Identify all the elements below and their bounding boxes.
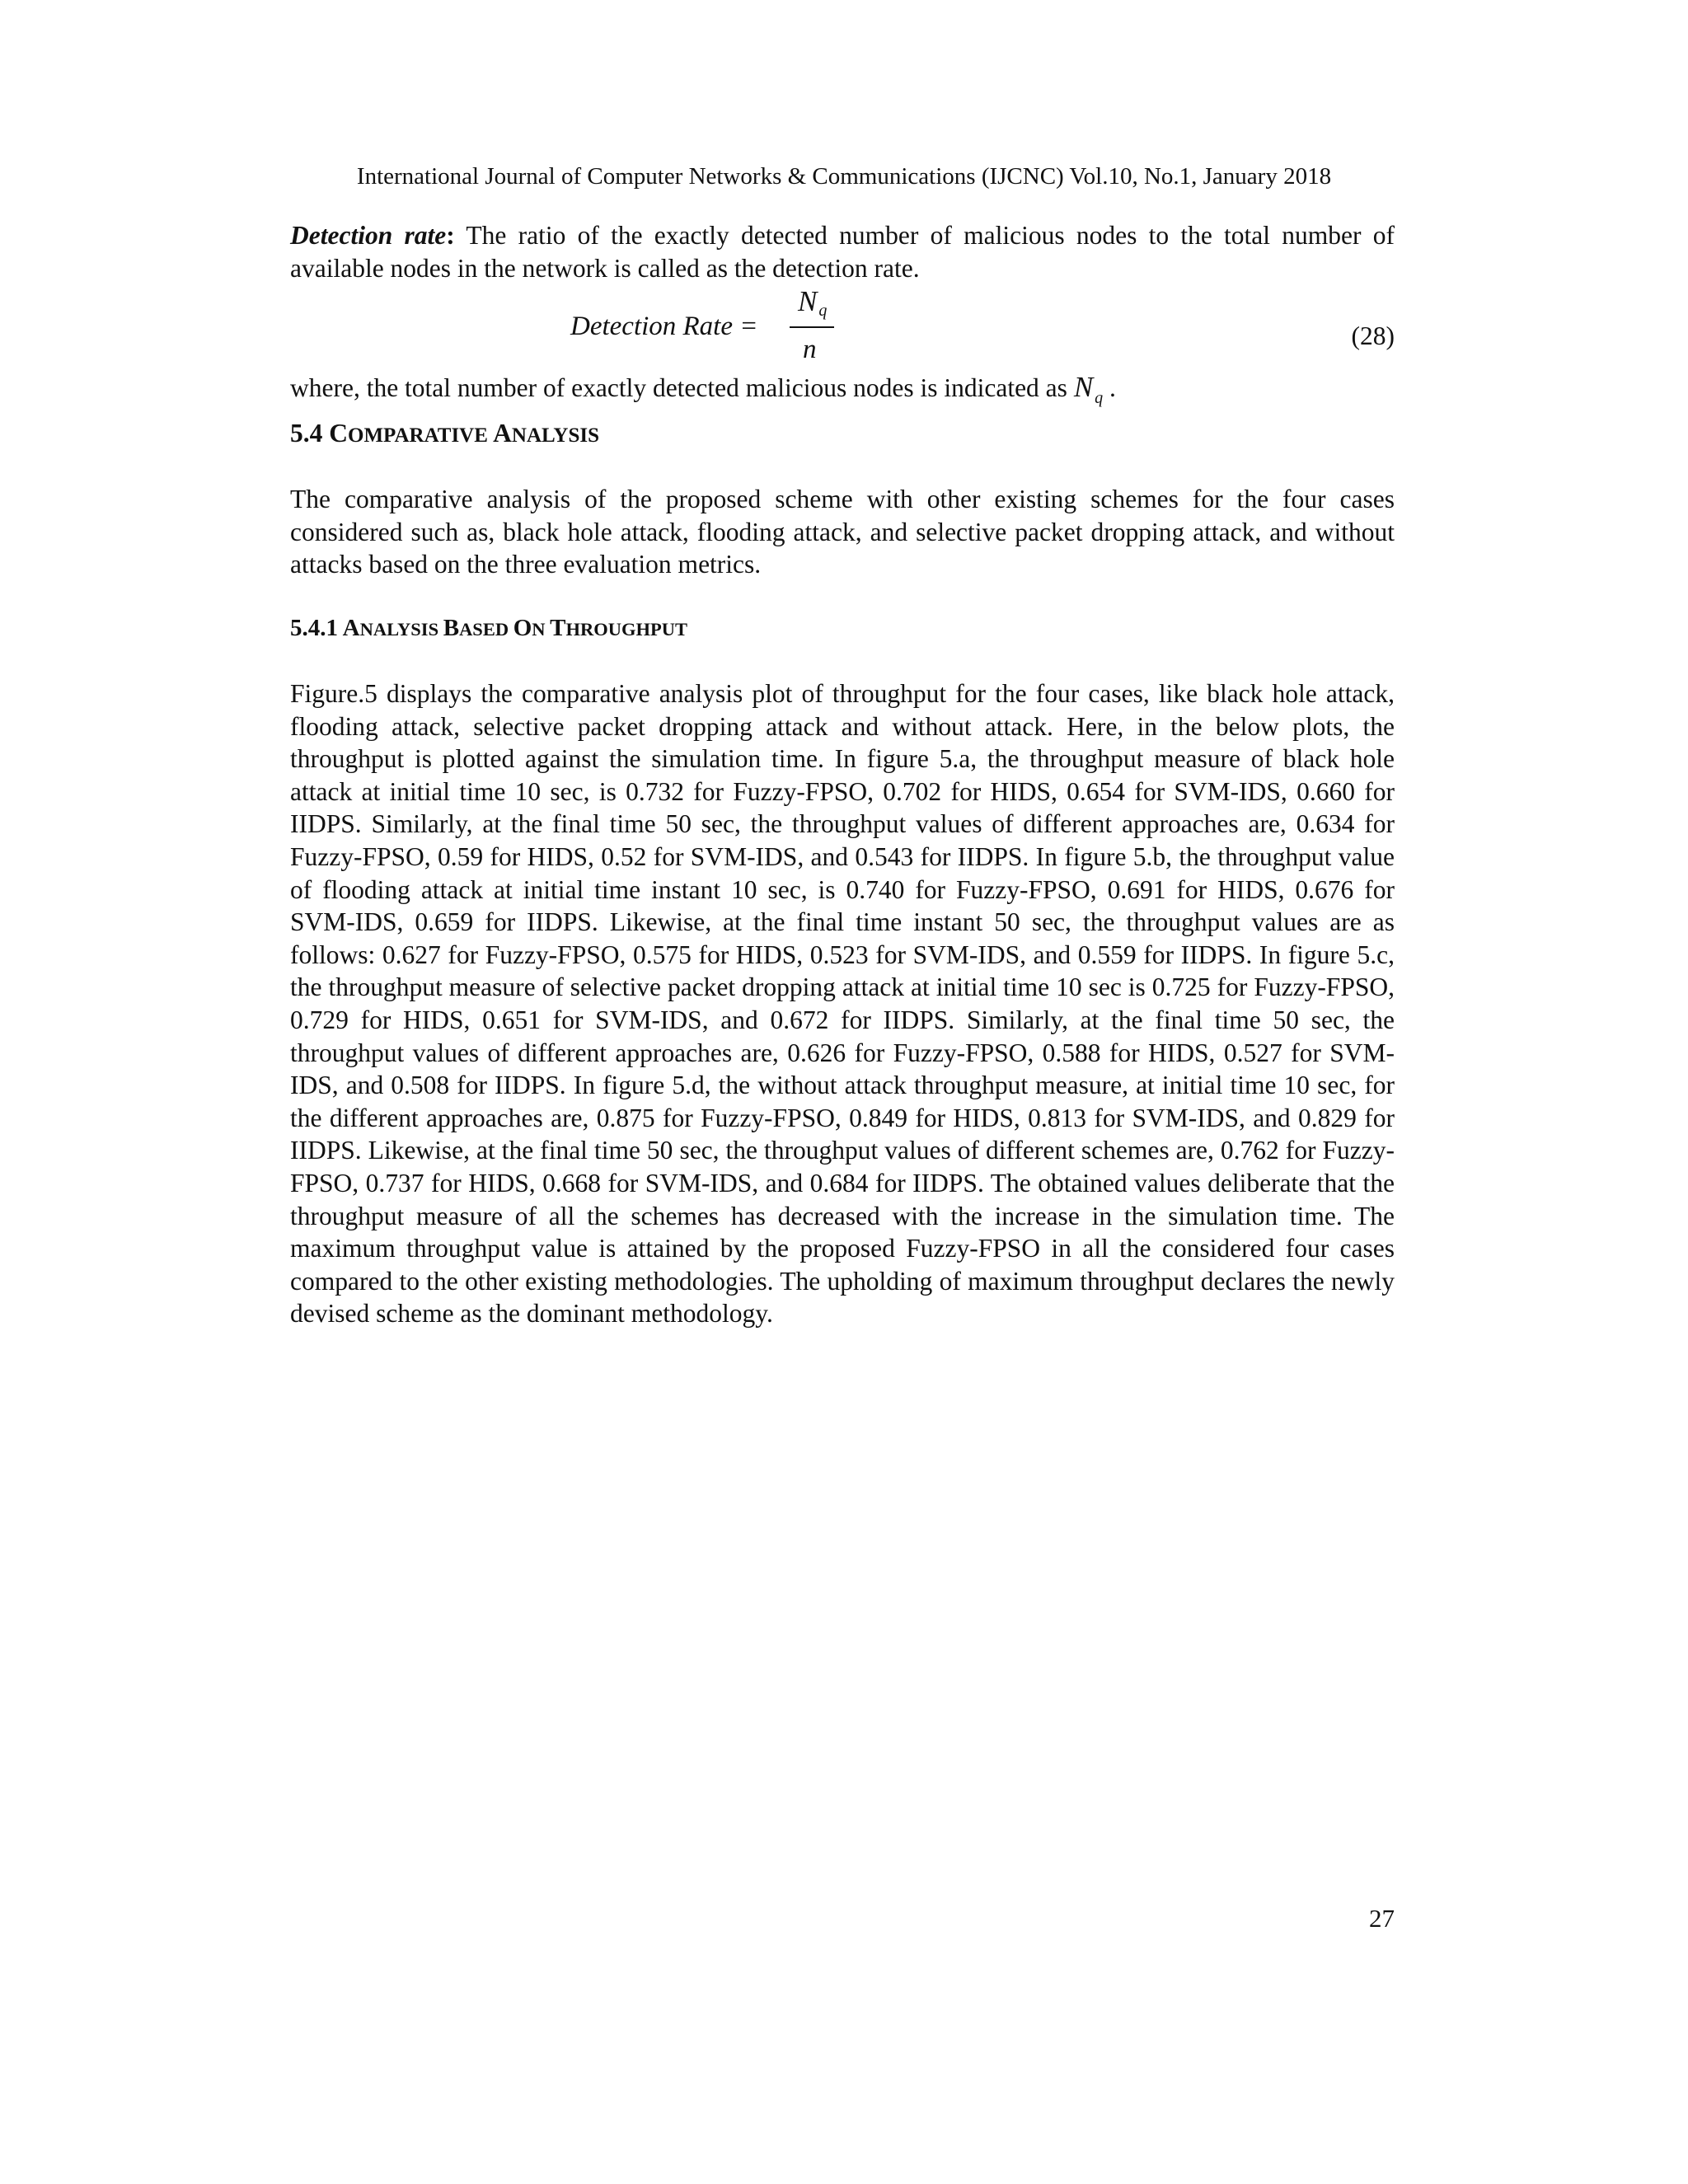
heading-smallcaps: NALYSIS — [511, 424, 599, 447]
section-number: 5.4 — [290, 419, 330, 448]
paragraph-text: Figure.5 displays the comparative analysis plot of throughput for the four cases, like black hole attack, flooding attack, selective packet dropping attack and without attack. Here, in the below plots, the throughput is plotted against the simulation time. In figure 5.a, the throughput measure of black hole attack at initial time 10 sec, is 0.732 for Fuzzy-FPSO, 0.702 for HIDS, 0.654 for SVM-IDS, 0.660 for IIDPS. Similarly, at the final time 50 sec, the throughput values of different approaches are, 0.634 for Fuzzy-FPSO, 0.59 for HIDS, 0.52 for SVM-IDS, and 0.543 for IIDPS. In figure 5.b, the throughput value of flooding attack at initial time instant 10 sec, is 0.740 for Fuzzy-FPSO, 0.691 for HIDS, 0.676 for SVM-IDS, 0.659 for IIDPS. Likewise, at the final time instant 50 sec, the throughput values are as follows: 0.627 for Fuzzy-FPSO, 0.575 for HIDS, 0.523 for SVM-IDS, and 0.559 for IIDPS. In figure 5.c, the throughput measure of selective packet dropping attack at initial time 10 sec is 0.725 for Fuzzy-FPSO, 0.729 for HIDS, 0.651 for SVM-IDS, and 0.672 for IIDPS. Similarly, at the final time 50 sec, the throughput values of different approaches are, 0.626 for Fuzzy-FPSO, 0.588 for HIDS, 0.527 for SVM-IDS, and 0.508 for IIDPS. In figure 5.d, the without attack throughput measure, at initial time 10 sec, for the different approaches are, 0.875 for Fuzzy-FPSO, 0.849 for HIDS, 0.813 for SVM-IDS, and 0.829 for IIDPS. Likewise, at the final time 50 sec, the throughput values of different schemes are, 0.762 for Fuzzy-FPSO, 0.737 for HIDS, 0.668 for SVM-IDS, and 0.684 for IIDPS. The obtained values deliberate that the throughput measure of all the schemes has decreased with the increase in the simulation time. The maximum throughput value is attained by the proposed Fuzzy-FPSO in all the considered four cases compared to the other existing methodologies. The upholding of maximum throughput declares the newly devised scheme as the dominant methodology. — [290, 679, 1395, 1329]
paragraph-comparative-analysis — [290, 483, 1395, 581]
where-symbol — [1073, 371, 1104, 407]
heading-smallcaps: OMPARATIVE — [348, 424, 494, 447]
paragraph-text: The comparative analysis of the proposed scheme with other existing schemes for the four cases considered such as, black hole attack, flooding attack, and selective packet dropping attack, and without attacks based on the three evaluation metrics. — [290, 485, 1395, 579]
heading-smallcaps: HROUGHPUT — [565, 619, 688, 640]
heading-cap: C — [329, 419, 348, 448]
section-heading-5-4-1 — [290, 612, 687, 646]
equation-numerator — [798, 285, 827, 327]
where-symbol-subscript: q — [1095, 389, 1104, 407]
heading-smallcaps: N — [532, 619, 551, 640]
detection-rate-term: Detection rate — [290, 221, 447, 250]
heading-cap: A — [342, 615, 360, 641]
numerator-subscript: q — [818, 302, 828, 320]
where-clause — [290, 371, 1395, 415]
fraction-bar — [790, 326, 834, 328]
equation-denominator: n — [803, 335, 817, 364]
section-heading-5-4 — [290, 417, 599, 452]
running-head: International Journal of Computer Networks & Communications (IJCNC) Vol.10, No.1, January 2018 — [356, 163, 1332, 190]
page-number: 27 — [1369, 1904, 1395, 1933]
detection-rate-definition — [290, 219, 1395, 284]
heading-smallcaps: NALYSIS — [359, 619, 443, 640]
numerator-symbol: N — [798, 285, 818, 317]
paragraph-throughput-analysis — [290, 677, 1395, 1330]
equation-number: (28) — [1351, 321, 1395, 350]
heading-smallcaps: ASED — [459, 619, 513, 640]
detection-rate-text: The ratio of the exactly detected number of malicious nodes to the total number of available nodes in the network is called as the detection rate. — [290, 221, 1395, 283]
heading-cap: A — [493, 419, 512, 448]
equation-28 — [290, 285, 1395, 371]
term-colon: : — [446, 221, 455, 250]
heading-cap: O — [513, 615, 532, 641]
equation-fraction — [790, 285, 834, 371]
heading-cap: B — [443, 615, 460, 641]
where-text: where, the total number of exactly detected malicious nodes is indicated as — [290, 373, 1074, 402]
where-end: . — [1103, 373, 1116, 402]
equation-lhs: Detection Rate = — [570, 312, 758, 341]
heading-cap: T — [550, 615, 566, 641]
where-symbol-letter: N — [1073, 371, 1094, 403]
section-number: 5.4.1 — [290, 615, 343, 641]
